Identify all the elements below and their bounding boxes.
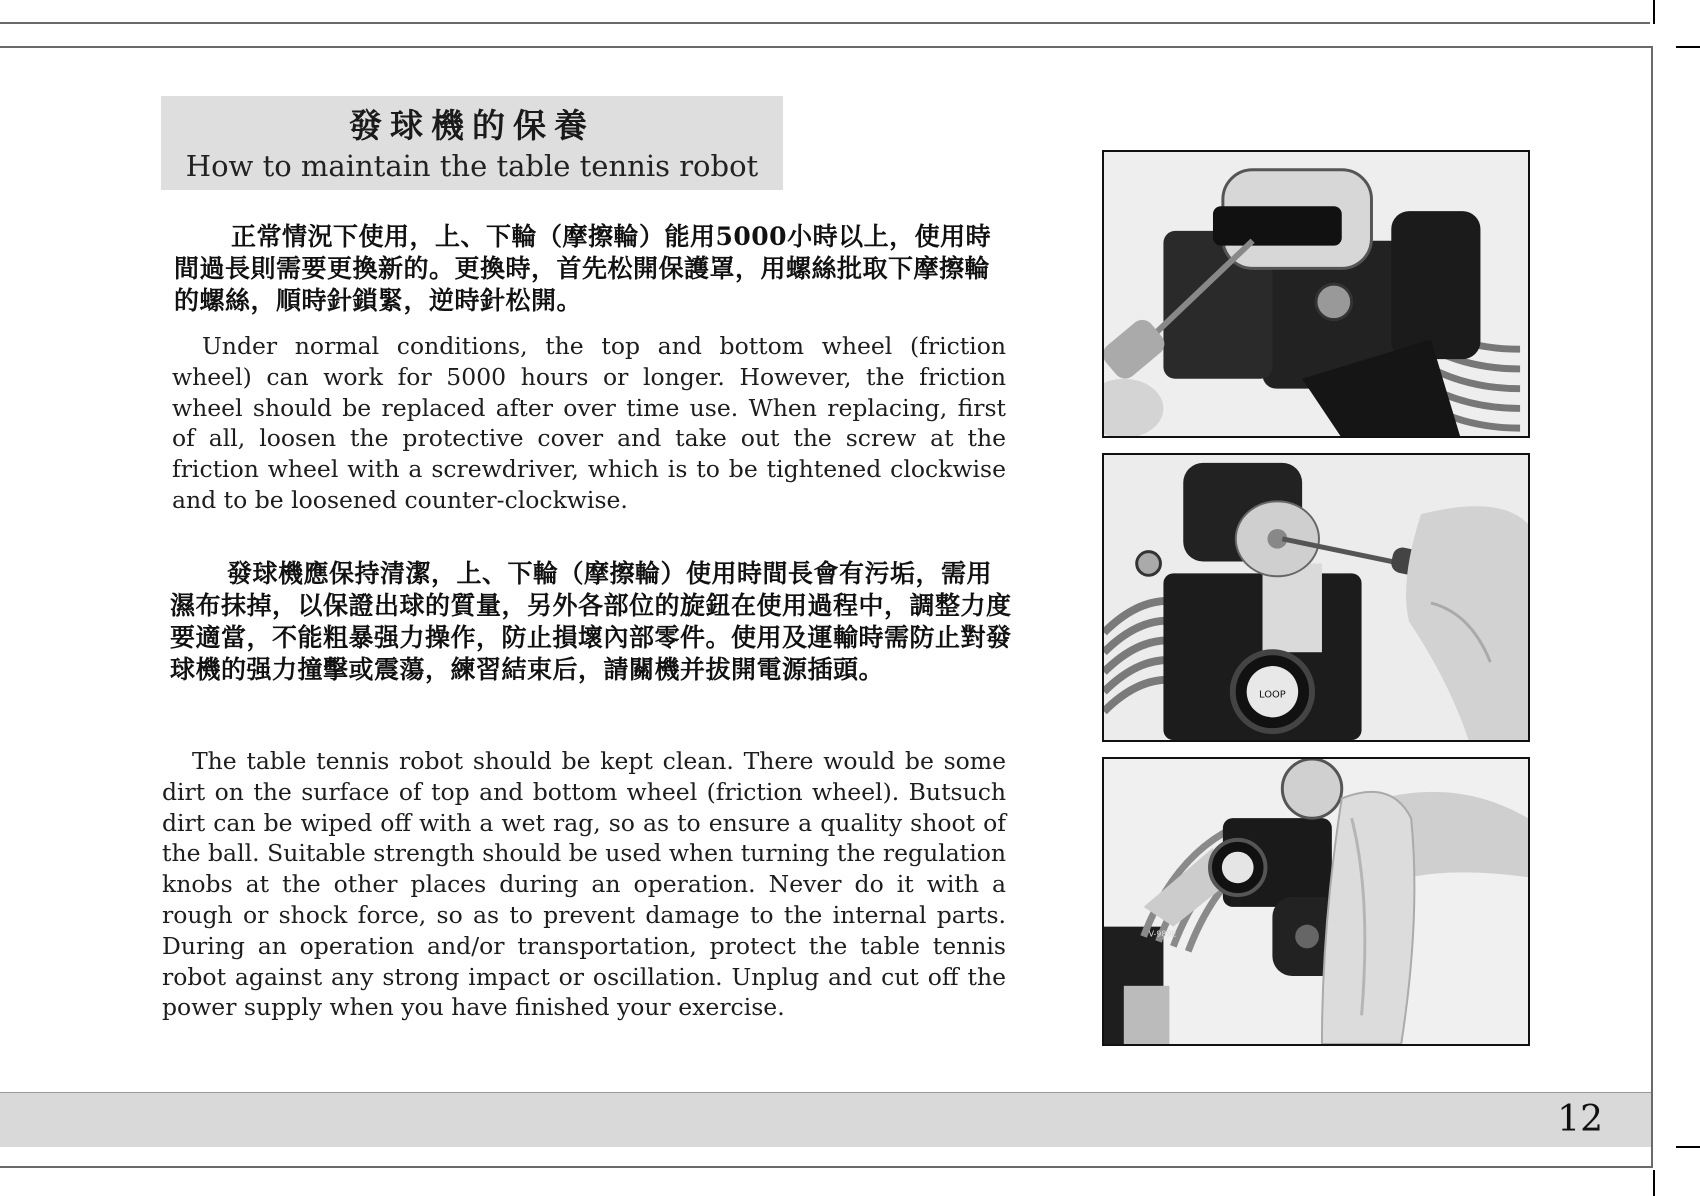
crop-mark-top-right-h — [1676, 46, 1700, 48]
paragraph-en-1: Under normal conditions, the top and bottom wheel (friction wheel) can work for 5000 hours or longer. However, the friction wheel should be replaced after over time use. When replacing, first of all, loosen the protective cover and take out the screw at the friction wheel with a screwdriver, which is to be tightened clockwise and to be loosened counter-clockwise. — [172, 332, 1006, 514]
photo-screwdriver-wheel — [1102, 453, 1530, 742]
crop-mark-top-right — [1653, 0, 1655, 24]
section-header — [161, 96, 783, 190]
paragraph-en-2: The table tennis robot should be kept clean. There would be some dirt on the surface of top and bottom wheel (friction wheel). Butsuch dirt can be wiped off with a wet rag, so as to ensure a quality shoot of the ball. Suitable strength should be used when turning the regulation knobs at the other places during an operation. Never do it with a rough or shock force, so as to prevent damage to the internal parts. During an operation and/or transportation, protect the table tennis robot against any strong impact or oscillation. Unplug and cut off the power supply when you have finished your exercise. — [162, 747, 1006, 1022]
photo-cleaning-with-cloth — [1102, 757, 1530, 1046]
photo-friction-wheel-cover — [1102, 150, 1530, 438]
page-number: 12 — [1557, 1099, 1603, 1140]
paragraph-zh-2: 發球機應保持清潔，上、下輪（摩擦輪）使用時間長會有污垢，需用濕布抹掉，以保證出球的質量，另外各部位的旋鈕在使用過程中，調整力度要適當，不能粗暴强力操作，防止損壞內部零件。使用及運輸時需防止對發球機的强力撞擊或震蕩，練習結束后，請關機并拔開電源插頭。 — [170, 559, 1012, 684]
loop-knob-label: LOOP — [1259, 689, 1286, 701]
paragraph-zh-1: 正常情況下使用，上、下輪（摩擦輪）能用5000小時以上，使用時間過長則需要更換新的。更換時，首先松開保護罩，用螺絲批取下摩擦輪的螺絲，順時針鎖緊，逆時針松開。 — [174, 222, 992, 315]
crop-mark-bottom-right — [1653, 1170, 1655, 1196]
top-border-line — [0, 22, 1650, 24]
page-title-en: How to maintain the table tennis robot — [185, 149, 759, 183]
footer-band — [0, 1092, 1651, 1147]
page-title-zh: 發球機的保養 — [349, 106, 595, 145]
model-label: V-989E — [1148, 929, 1177, 939]
crop-mark-bottom-right-h — [1676, 1146, 1700, 1148]
